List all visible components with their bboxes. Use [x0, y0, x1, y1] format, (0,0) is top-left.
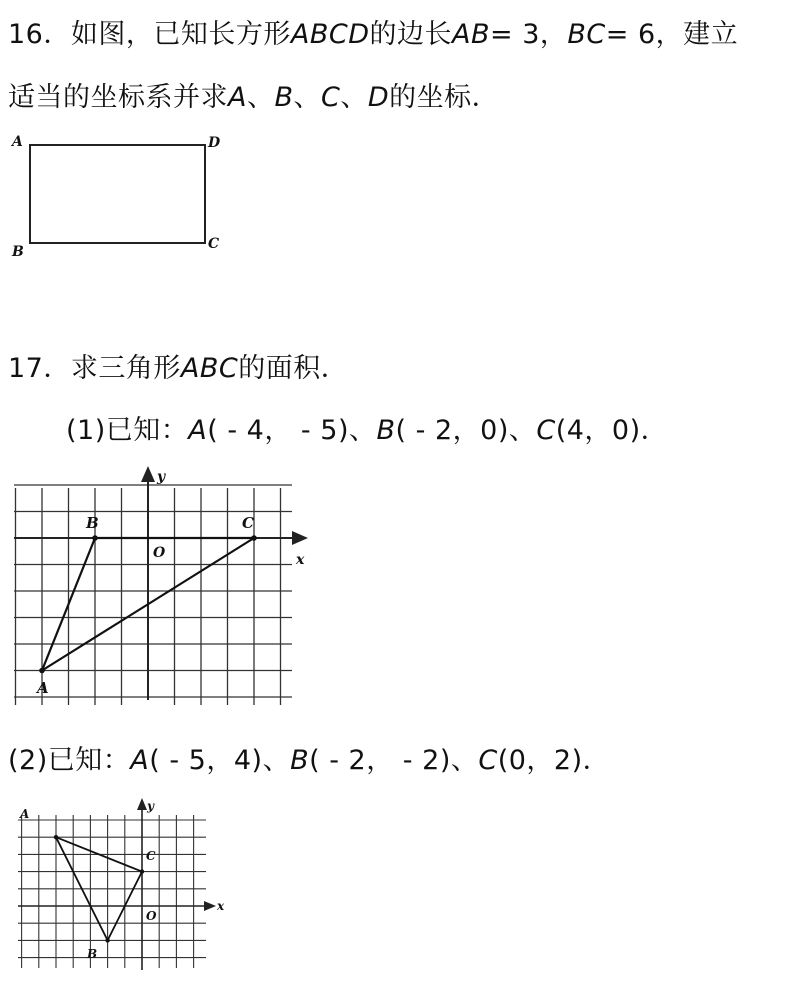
q17-sub2-vertex-b	[105, 938, 109, 942]
q17-sub1-c: C	[536, 415, 556, 446]
q16-line2-text: 适当的坐标系并求	[8, 82, 228, 113]
q17-sub1-label-c: C	[242, 514, 254, 532]
q17-sub2-label-b: B	[87, 947, 98, 961]
q17-sub1-vertex-c	[251, 535, 257, 541]
q17-sub2-c: C	[478, 745, 498, 776]
q17-sub1-prefix: (1)已知：	[66, 415, 189, 446]
q16-sep-3: 、	[340, 82, 368, 113]
q17-sub2-prefix: (2)已知：	[8, 745, 131, 776]
q17-sub2-a: A	[130, 745, 150, 776]
q16-rect-name: ABCD	[290, 19, 370, 50]
q17-text-1: ．求三角形	[43, 353, 181, 384]
q17-sub2-c-coord: (0，2)．	[497, 745, 611, 776]
q17-sub2-grid	[18, 815, 206, 968]
q17-sub2-y-arrow-icon	[137, 798, 147, 810]
q17-sub2-figure	[18, 798, 225, 970]
q16-point-b: B	[274, 82, 294, 113]
q16-eq2: = 6，建立	[605, 19, 739, 50]
q17-sub1-a: A	[188, 415, 208, 446]
q17-sub2-label-x: x	[217, 899, 225, 913]
q16-bc: BC	[567, 19, 606, 50]
q17-sub1-vertex-b	[92, 535, 98, 541]
q17-sub1-a-coord: ( - 4， - 5)、	[207, 415, 377, 446]
q17-sub2-vertex-c	[140, 869, 144, 873]
q17-sub2-label-o: O	[146, 909, 157, 923]
q17-sub2-label-y: y	[147, 799, 154, 813]
q17-sub1-c-coord: (4，0)．	[555, 415, 669, 446]
q16-label-b: B	[12, 244, 24, 260]
q16-rectangle-figure	[10, 134, 221, 260]
q17-sub1-figure	[14, 466, 308, 705]
q16-ab: AB	[452, 19, 490, 50]
q17-sub1-y-arrow-icon	[141, 466, 155, 482]
q16-label-c: C	[208, 236, 220, 252]
q17-sub1-label-o: O	[153, 545, 166, 561]
q16-point-a: A	[228, 82, 247, 113]
q16-eq1: = 3，	[490, 19, 568, 50]
q16-label-a: A	[12, 134, 23, 150]
q17-sub2-a-coord: ( - 5，4)、	[149, 745, 291, 776]
q17-text-2: 的面积．	[238, 353, 349, 384]
q16-point-d: D	[367, 82, 390, 113]
q16-line2-end: 的坐标．	[389, 82, 500, 113]
q16-sep-1: 、	[246, 82, 275, 113]
q16-rectangle	[30, 145, 205, 243]
q17-sub1-label-b: B	[86, 514, 99, 532]
q17-triangle-name: ABC	[180, 353, 239, 384]
q17-sub1-x-arrow-icon	[292, 531, 308, 545]
q16-point-c: C	[321, 82, 341, 113]
q17-sub1-label-y: y	[157, 469, 166, 485]
q16-text-1: ．如图，已知长方形	[43, 19, 291, 50]
q17-sub2-label-a: A	[20, 807, 30, 821]
q17-sub1-vertex-a	[39, 668, 45, 674]
q17-sub1-b: B	[376, 415, 396, 446]
q17-sub1-b-coord: ( - 2，0)、	[395, 415, 537, 446]
q16-sep-2: 、	[293, 82, 322, 113]
q17-sub2-vertex-a	[54, 835, 58, 839]
q17-number: 17	[8, 353, 44, 384]
q17-sub1-label-a: A	[37, 679, 49, 697]
q16-text-2: 的边长	[369, 19, 452, 50]
q17-sub2-b: B	[290, 745, 310, 776]
q17-sub2-label-c: C	[146, 849, 156, 863]
q17-sub2-x-arrow-icon	[204, 901, 216, 911]
q16-number: 16	[8, 19, 44, 50]
q16-label-d: D	[208, 135, 221, 151]
q17-sub1-label-x: x	[296, 552, 305, 568]
q17-sub2-b-coord: ( - 2， - 2)、	[309, 745, 479, 776]
